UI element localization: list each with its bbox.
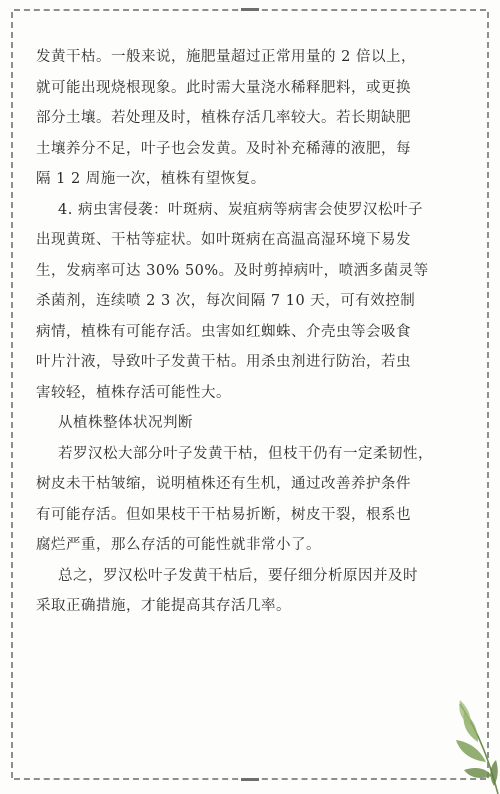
text-line: 就可能出现烧根现象。此时需大量浇水稀释肥料，或更换 bbox=[36, 79, 411, 96]
text-line: 4. 病虫害侵袭：叶斑病、炭疽病等病害会使罗汉松叶子 bbox=[58, 201, 423, 218]
text-line: 腐烂严重，那么存活的可能性就非常小了。 bbox=[36, 537, 321, 553]
paragraph-2 bbox=[36, 195, 468, 409]
paragraph-1 bbox=[36, 42, 468, 195]
document-body bbox=[36, 42, 468, 622]
text-line: 隔 1 2 周施一次，植株有望恢复。 bbox=[36, 171, 266, 187]
border-left bbox=[11, 12, 13, 778]
text-line: 杀菌剂，连续喷 2 3 次，每次间隔 7 10 天，可有效控制 bbox=[36, 293, 416, 309]
text-line: 叶片汁液，导致叶子发黄干枯。用杀虫剂进行防治，若虫 bbox=[36, 354, 411, 370]
text-line: 病情，植株有可能存活。虫害如红蜘蛛、介壳虫等会吸食 bbox=[36, 323, 411, 340]
bottom-center-mark bbox=[241, 778, 259, 781]
text-line: 有可能存活。但如果枝干干枯易折断，树皮干裂，根系也 bbox=[36, 506, 411, 523]
text-line: 害较轻，植株存活可能性大。 bbox=[36, 384, 231, 401]
top-center-mark bbox=[241, 8, 259, 11]
text-line: 采取正确措施，才能提高其存活几率。 bbox=[36, 598, 291, 614]
paragraph-3 bbox=[36, 439, 468, 561]
text-line: 树皮未干枯皱缩，说明植株还有生机，通过改善养护条件 bbox=[36, 476, 411, 492]
text-line: 总之，罗汉松叶子发黄干枯后，要仔细分析原因并及时 bbox=[58, 567, 418, 584]
text-line: 出现黄斑、干枯等症状。如叶斑病在高温高湿环境下易发 bbox=[36, 232, 411, 248]
text-line: 土壤养分不足，叶子也会发黄。及时补充稀薄的液肥，每 bbox=[36, 140, 411, 157]
text-line: 部分土壤。若处理及时，植株存活几率较大。若长期缺肥 bbox=[36, 110, 411, 126]
text-line: 发黄干枯。一般来说，施肥量超过正常用量的 2 倍以上， bbox=[36, 49, 416, 65]
section-heading: 从植株整体状况判断 bbox=[58, 415, 193, 431]
paragraph-4 bbox=[36, 561, 468, 622]
text-line: 若罗汉松大部分叶子发黄干枯，但枝干仍有一定柔韧性， bbox=[58, 445, 433, 462]
text-line: 生，发病率可达 30% 50%。及时剪掉病叶，喷洒多菌灵等 bbox=[36, 262, 429, 279]
decorative-leaves-icon bbox=[420, 664, 500, 794]
